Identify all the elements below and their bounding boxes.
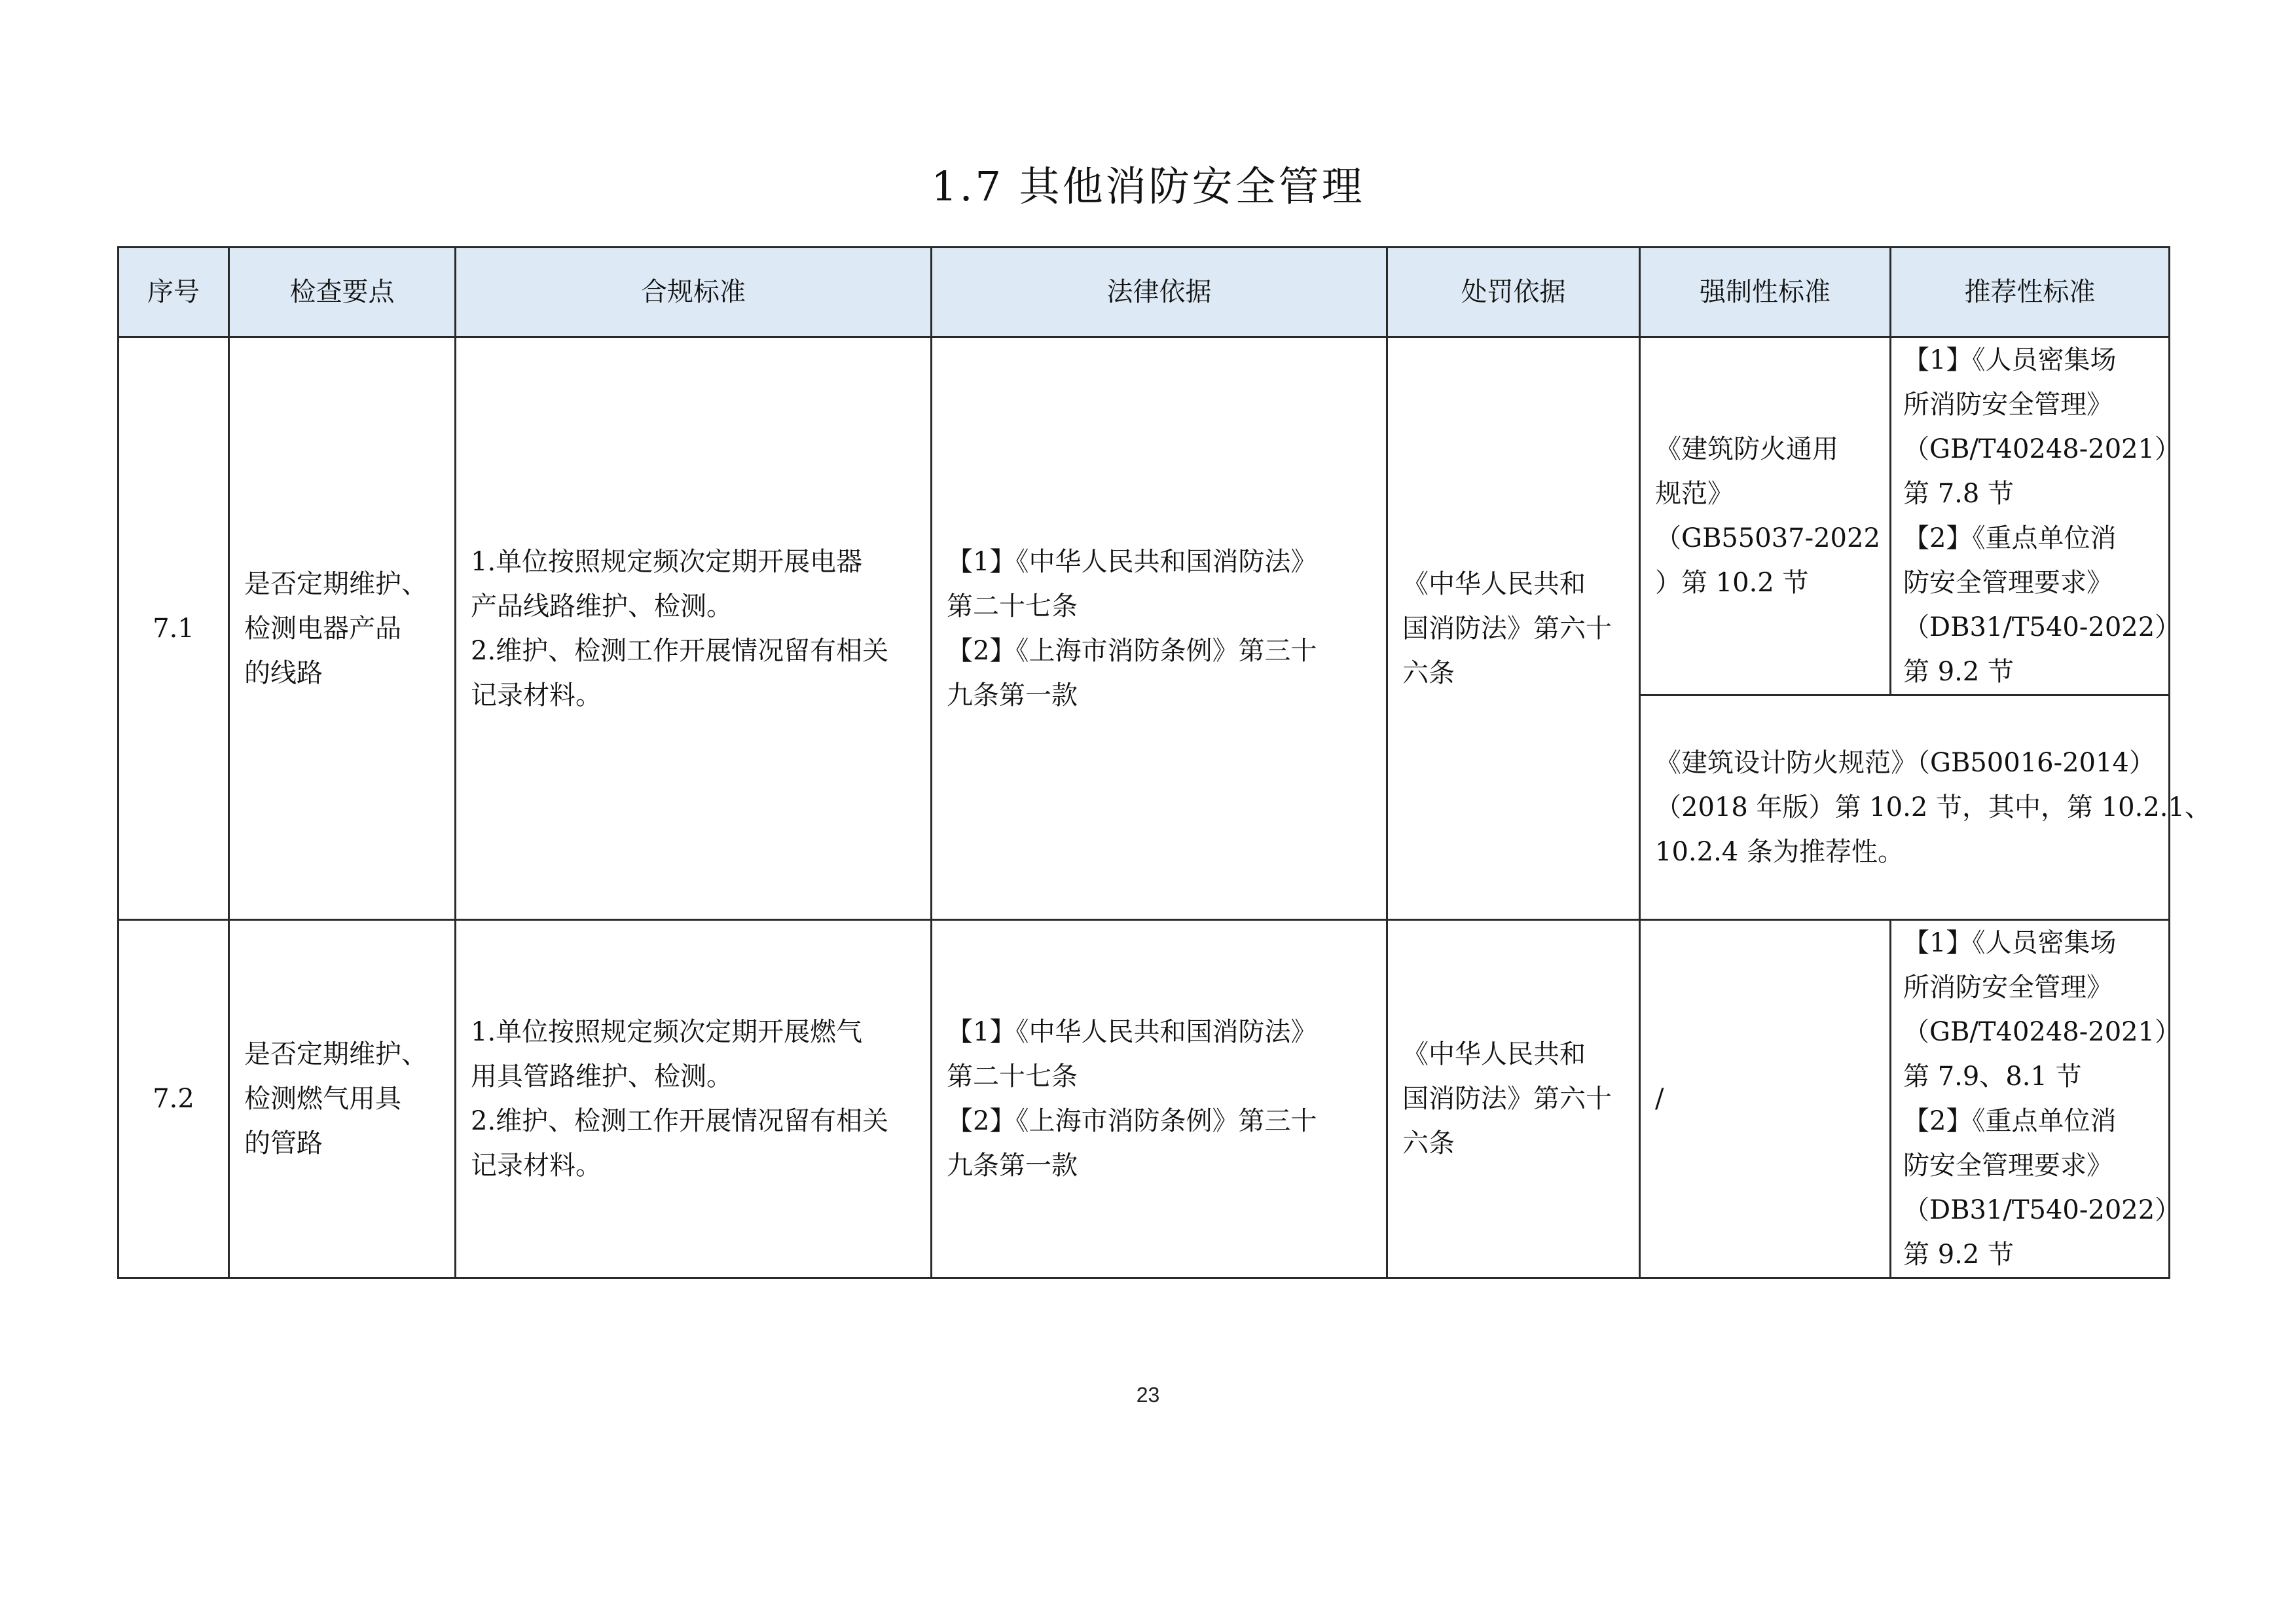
standards-table [117, 246, 2211, 1279]
header-recommended-standard: 推荐性标准 [1891, 248, 2170, 337]
penalty-basis-cell [1387, 920, 1640, 1278]
compliance-cell [456, 337, 932, 920]
check-point-cell [229, 920, 456, 1278]
text-line: 第 7.8 节 [1903, 479, 2014, 509]
text-line: （GB/T40248-2021） [1903, 434, 2181, 464]
text-line: 记录材料。 [471, 680, 602, 710]
penalty-basis-cell [1387, 337, 1640, 920]
text-line: 检测电器产品 [244, 613, 401, 644]
text-line: 【2】《上海市消防条例》第三十 [947, 1106, 1317, 1136]
text-line: （2018 年版）第 10.2 节，其中，第 10.2.1、 [1655, 792, 2211, 822]
legal-basis-cell [932, 337, 1387, 920]
mandatory-standard-cell [1640, 337, 1891, 695]
text-line: 【2】《重点单位消 [1903, 523, 2117, 553]
text-line: 《中华人民共和 [1402, 1039, 1586, 1069]
table-row [118, 337, 2170, 695]
text-line: （DB31/T540-2022） [1903, 1195, 2181, 1225]
text-line: （GB55037-2022 [1655, 523, 1880, 553]
compliance-cell [456, 920, 932, 1278]
page-title: 1.7 其他消防安全管理 [931, 162, 1365, 210]
text-line: 10.2.4 条为推荐性。 [1655, 837, 1904, 867]
text-line: 国消防法》第六十 [1402, 1084, 1612, 1114]
text-line: 【2】《重点单位消 [1903, 1106, 2117, 1136]
text-line: 第二十七条 [947, 591, 1078, 621]
text-line: 的管路 [244, 1128, 323, 1158]
text-line: 规范》 [1655, 479, 1734, 509]
text-line: 六条 [1402, 1128, 1455, 1158]
text-line: 【1】《中华人民共和国消防法》 [947, 1017, 1317, 1047]
merged-standard-cell [1640, 695, 2211, 920]
text-line: 【1】《人员密集场 [1903, 928, 2117, 958]
text-line: 1.单位按照规定频次定期开展电器 [471, 546, 863, 577]
text-line: 防安全管理要求》 [1903, 1151, 2113, 1181]
text-line: 所消防安全管理》 [1903, 390, 2113, 420]
legal-basis-cell [932, 920, 1387, 1278]
check-point-cell [229, 337, 456, 920]
recommended-standard-cell [1891, 920, 2181, 1278]
table-header-row [118, 248, 2170, 337]
text-line: 是否定期维护、 [244, 1039, 428, 1069]
text-line: 是否定期维护、 [244, 568, 428, 599]
text-line: 产品线路维护、检测。 [471, 591, 733, 621]
text-line: 九条第一款 [947, 680, 1078, 710]
text-line: 九条第一款 [947, 1151, 1078, 1181]
header-seq: 序号 [118, 248, 229, 337]
mandatory-standard-cell [1640, 920, 1891, 1278]
text-line: 2.维护、检测工作开展情况留有相关 [471, 1106, 889, 1136]
text-line: 六条 [1402, 657, 1455, 688]
text-line: 《建筑防火通用 [1655, 434, 1838, 464]
text-line: 1.单位按照规定频次定期开展燃气 [471, 1017, 863, 1047]
text-line: 记录材料。 [471, 1151, 602, 1181]
header-penalty-basis: 处罚依据 [1387, 248, 1640, 337]
seq-cell: 7.2 [118, 920, 229, 1278]
header-check-point: 检查要点 [229, 248, 456, 337]
text-line: 检测燃气用具 [244, 1084, 401, 1114]
text-line: ）第 10.2 节 [1655, 568, 1809, 598]
text-line: / [1655, 1084, 1664, 1114]
text-line: 第 7.9、8.1 节 [1903, 1061, 2082, 1092]
text-line: 【1】《人员密集场 [1903, 345, 2117, 375]
text-line: 防安全管理要求》 [1903, 568, 2113, 598]
text-line: 【1】《中华人民共和国消防法》 [947, 546, 1317, 577]
header-legal-basis: 法律依据 [932, 248, 1387, 337]
text-line: 2.维护、检测工作开展情况留有相关 [471, 635, 889, 666]
text-line: 《中华人民共和 [1402, 568, 1586, 599]
text-line: 所消防安全管理》 [1903, 972, 2113, 1003]
text-line: 国消防法》第六十 [1402, 613, 1612, 644]
seq-cell: 7.1 [118, 337, 229, 920]
recommended-standard-cell [1891, 337, 2181, 695]
page-number: 23 [1136, 1383, 1160, 1407]
text-line: 用具管路维护、检测。 [471, 1061, 733, 1092]
text-line: 《建筑设计防火规范》（GB50016-2014） [1655, 748, 2155, 778]
table-row [118, 920, 2170, 1278]
text-line: 第二十七条 [947, 1061, 1078, 1092]
text-line: （DB31/T540-2022） [1903, 612, 2181, 642]
header-mandatory-standard: 强制性标准 [1640, 248, 1891, 337]
text-line: 【2】《上海市消防条例》第三十 [947, 635, 1317, 666]
text-line: （GB/T40248-2021） [1903, 1017, 2181, 1047]
text-line: 第 9.2 节 [1903, 1240, 2014, 1270]
header-compliance: 合规标准 [456, 248, 932, 337]
text-line: 第 9.2 节 [1903, 657, 2014, 687]
text-line: 的线路 [244, 657, 323, 688]
